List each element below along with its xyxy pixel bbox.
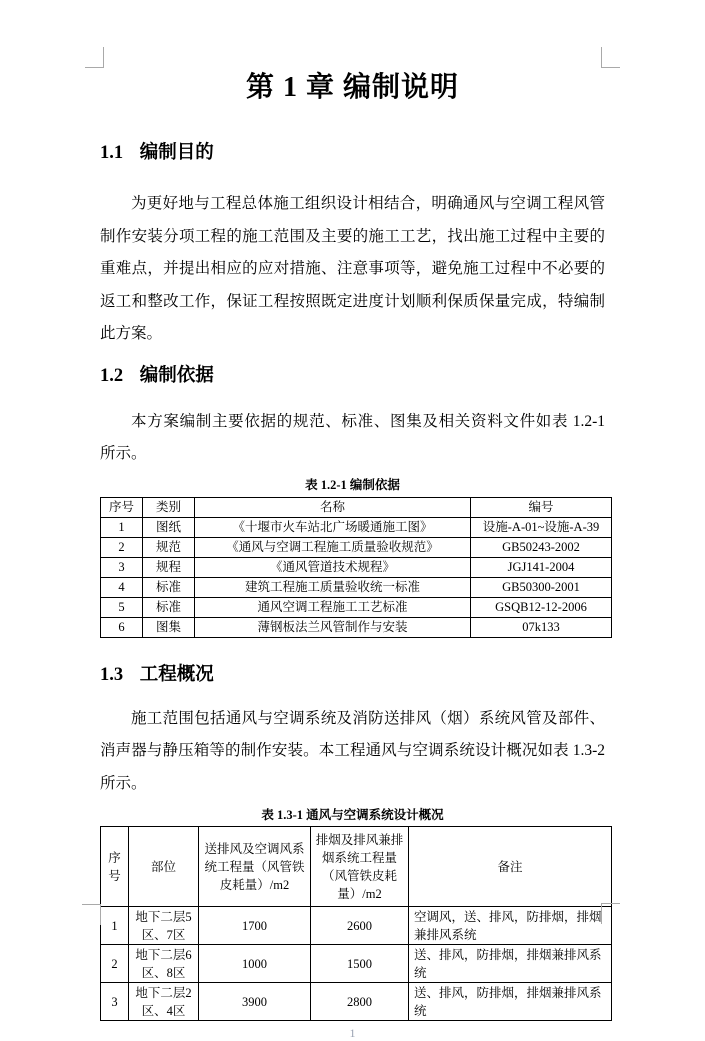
table-header-row (101, 827, 612, 907)
table-cell: 3 (101, 983, 129, 1021)
table-1-3-1-caption: 表 1.3-1 通风与空调系统设计概况 (261, 808, 444, 822)
table-cell: 《通风管道技术规程》 (195, 557, 471, 577)
table-cell: 标准 (143, 597, 195, 617)
table-cell: 2 (101, 537, 143, 557)
table-cell: 地下二层2区、4区 (129, 983, 199, 1021)
table-cell: JGJ141-2004 (471, 557, 612, 577)
section-1-3 (100, 664, 605, 1022)
section-number: 1.2 (100, 365, 124, 386)
column-header: 部位 (129, 827, 199, 907)
table-cell: 3 (101, 557, 143, 577)
section-1-3-heading (100, 664, 605, 686)
column-header: 编号 (471, 497, 612, 517)
section-1-2-paragraph: 本方案编制主要依据的规范、标准、图集及相关资料文件如表 1.2-1 所示。 (100, 412, 605, 462)
margin-crop-mark-bottom-right (601, 903, 620, 924)
table-cell: 地下二层6区、8区 (129, 945, 199, 983)
column-header: 送排风及空调风系统工程量（风管铁皮耗量）/m2 (199, 827, 311, 907)
column-header: 备注 (409, 827, 612, 907)
table-row (101, 945, 612, 983)
table-row (101, 557, 612, 577)
table-cell: 《十堰市火车站北广场暖通施工图》 (195, 517, 471, 537)
table-cell: 规范 (143, 537, 195, 557)
table-cell: 图集 (143, 617, 195, 637)
table-cell: 2 (101, 945, 129, 983)
table-row (101, 537, 612, 557)
margin-crop-mark-top-left (85, 47, 104, 68)
table-header-row (101, 497, 612, 517)
table-row (101, 577, 612, 597)
table-row (101, 597, 612, 617)
table-row (101, 517, 612, 537)
table-cell: 1500 (311, 945, 409, 983)
table-1-2-1-caption: 表 1.2-1 编制依据 (305, 477, 400, 492)
table-cell: 1 (101, 907, 129, 945)
table-cell: 设施-A-01~设施-A-39 (471, 517, 612, 537)
table-cell: 1000 (199, 945, 311, 983)
table-cell: 2600 (311, 907, 409, 945)
section-number: 1.1 (100, 143, 124, 163)
table-row (101, 617, 612, 637)
section-1-1-paragraph: 为更好地与工程总体施工组织设计相结合，明确通风与空调工程风管制作安装分项工程的施工范围及主要的施工工艺，找出施工过程中主要的重难点，并提出相应的应对措施、注意事项等，避免施工过程中不必要的返工和整改工作，保证工程按照既定进度计划顺利保质保量完成，特编制此方案。 (100, 195, 605, 342)
table-cell: 2800 (311, 983, 409, 1021)
chapter-title: 第 1 章 编制说明 (245, 72, 459, 103)
margin-crop-mark-bottom-left (82, 904, 101, 925)
column-header: 序号 (101, 497, 143, 517)
table-cell: GSQB12-12-2006 (471, 597, 612, 617)
table-cell: 1700 (199, 907, 311, 945)
table-cell: 图纸 (143, 517, 195, 537)
table-hvac-design-overview (100, 826, 612, 1021)
column-header: 序号 (101, 827, 129, 907)
section-1-2 (100, 365, 605, 638)
section-1-2-heading (100, 365, 605, 387)
section-1-3-paragraph: 施工范围包括通风与空调系统及消防送排风（烟）系统风管及部件、消声器与静压箱等的制作安装。本工程通风与空调系统设计概况如表 1.3-2 所示。 (100, 709, 605, 792)
section-title: 编制目的 (139, 143, 214, 163)
section-title: 工程概况 (139, 664, 214, 685)
column-header: 类别 (143, 497, 195, 517)
table-cell: 标准 (143, 577, 195, 597)
section-1-1-heading (100, 142, 605, 164)
page-number: 1 (349, 1026, 356, 1040)
table-cell: 送、排风，防排烟，排烟兼排风系统 (409, 945, 612, 983)
table-compilation-basis (100, 497, 612, 638)
table-cell: 薄钢板法兰风管制作与安装 (195, 617, 471, 637)
section-title: 编制依据 (139, 365, 214, 386)
table-row (101, 983, 612, 1021)
table-cell: 地下二层5区、7区 (129, 907, 199, 945)
margin-crop-mark-top-right (601, 47, 620, 68)
table-cell: 通风空调工程施工工艺标准 (195, 597, 471, 617)
table-cell: 07k133 (471, 617, 612, 637)
table-cell: GB50300-2001 (471, 577, 612, 597)
section-number: 1.3 (100, 664, 124, 685)
table-cell: 规程 (143, 557, 195, 577)
table-cell: 空调风，送、排风，防排烟，排烟兼排风系统 (409, 907, 612, 945)
section-1-1 (100, 142, 605, 351)
table-row (101, 907, 612, 945)
table-cell: GB50243-2002 (471, 537, 612, 557)
column-header: 排烟及排风兼排烟系统工程量（风管铁皮耗量）/m2 (311, 827, 409, 907)
table-cell: 《通风与空调工程施工质量验收规范》 (195, 537, 471, 557)
table-cell: 3900 (199, 983, 311, 1021)
table-cell: 建筑工程施工质量验收统一标准 (195, 577, 471, 597)
table-cell: 5 (101, 597, 143, 617)
table-cell: 6 (101, 617, 143, 637)
table-cell: 4 (101, 577, 143, 597)
table-cell: 送、排风，防排烟，排烟兼排风系统 (409, 983, 612, 1021)
column-header: 名称 (195, 497, 471, 517)
table-cell: 1 (101, 517, 143, 537)
